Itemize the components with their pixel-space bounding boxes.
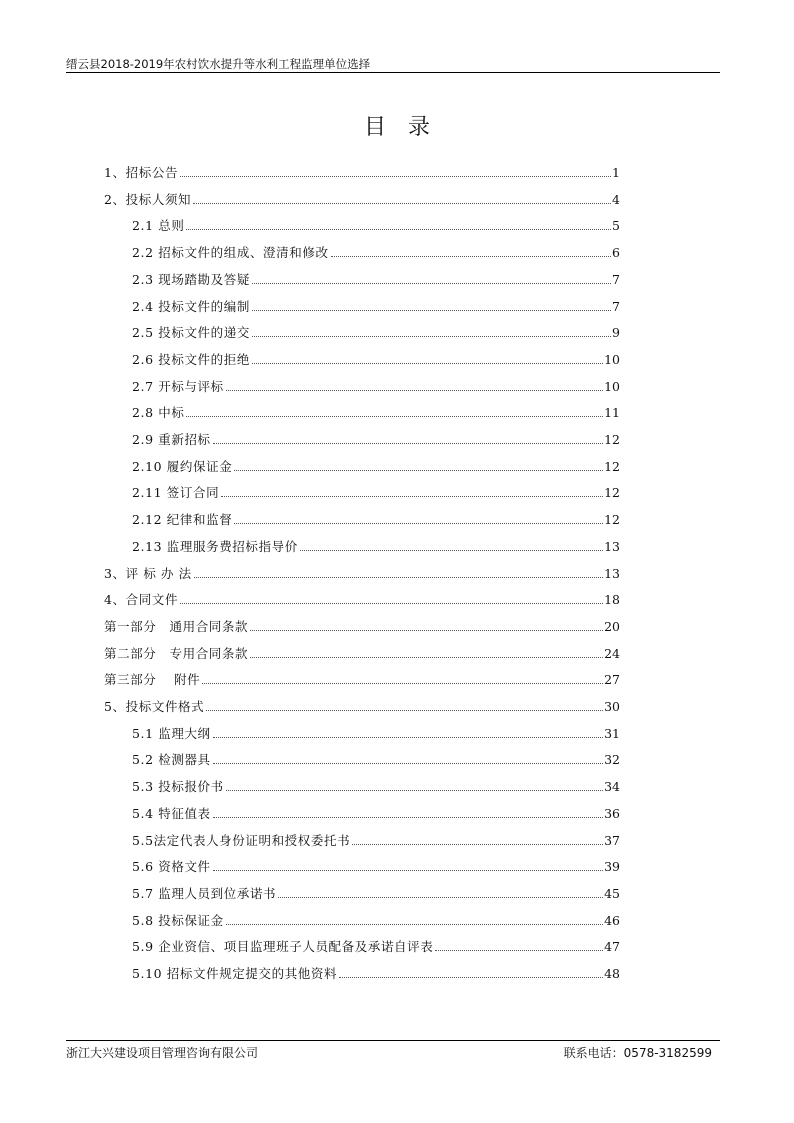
toc-entry-label: 2.4 投标文件的编制 [132,298,250,314]
toc-entry-label: 5.10 招标文件规定提交的其他资料 [132,966,338,981]
toc-entry-label: 3、评 标 办 法 [104,565,192,581]
toc-entry-page: 7 [612,271,620,287]
toc-entry-page: 5 [612,218,620,234]
toc-entry-label: 2.8 中标 [132,405,185,421]
toc-leader-dots [252,362,603,364]
toc-entry[interactable] [132,428,620,448]
toc-entry-label: 5.7 监理人员到位承诺书 [132,885,277,901]
toc-entry-label: 2.11 签订合同 [132,485,220,501]
toc-leader-dots [213,442,603,444]
toc-entry[interactable] [132,962,620,982]
toc-entry[interactable] [132,775,620,795]
toc-entry[interactable] [132,909,620,929]
toc-leader-dots [226,789,603,791]
toc-entry-label: 第三部分 附件 [104,672,201,688]
toc-entry-page: 13 [604,565,620,581]
footer-phone: 联系电话：0578-3182599 [563,1046,712,1060]
toc-entry-label: 5.3 投标报价书 [132,779,224,795]
toc-leader-dots [278,896,603,898]
toc-entry-label: 5.4 特征值表 [132,805,211,821]
toc-entry-label: 5、投标文件格式 [104,699,205,714]
toc-entry-label: 2.12 纪律和监督 [132,512,233,528]
toc-entry[interactable] [132,214,620,234]
page-header [66,58,720,73]
toc-entry[interactable] [104,615,620,635]
toc-entry-page: 12 [604,458,620,474]
toc-entry-page: 4 [612,191,620,207]
toc-entry[interactable] [132,348,620,368]
toc-leader-dots [252,309,611,311]
toc-leader-dots [300,549,603,551]
toc-leader-dots [213,869,603,871]
toc-entry[interactable] [132,241,620,261]
toc-entry-page: 24 [604,645,620,661]
toc-leader-dots [435,949,603,951]
toc-leader-dots [252,335,611,337]
toc-leader-dots [234,522,603,524]
toc-entry-page: 36 [604,805,620,821]
toc-entry-page: 45 [604,885,620,901]
toc-entry[interactable] [104,642,620,662]
toc-entry[interactable] [132,802,620,822]
toc-leader-dots [250,629,603,631]
toc-entry-label: 1、招标公告 [104,165,179,180]
toc-entry-page: 12 [604,485,620,501]
toc-entry[interactable] [132,882,620,902]
toc-entry-page: 6 [612,245,620,261]
toc-entry-label: 第一部分 通用合同条款 [104,618,249,634]
toc-leader-dots [194,576,603,578]
toc-entry-label: 2.13 监理服务费招标指导价 [132,538,298,554]
footer-company: 浙江大兴建设项目管理咨询有限公司 [66,1046,259,1060]
toc-entry[interactable] [132,855,620,875]
toc-entry-page: 1 [612,165,620,180]
toc-leader-dots [193,202,611,204]
toc-leader-dots [331,255,611,257]
toc-entry-label: 2.5 投标文件的递交 [132,325,250,341]
toc-leader-dots [213,736,603,738]
toc-leader-dots [180,602,603,604]
toc-entry-label: 第二部分 专用合同条款 [104,645,249,661]
toc-entry-page: 18 [604,592,620,608]
page-footer [66,1040,720,1061]
toc-entry[interactable] [104,562,620,582]
document-title: 目录 [363,115,452,140]
toc-leader-dots [234,469,603,471]
toc-entry-label: 4、合同文件 [104,592,179,608]
toc-entry-label: 2.2 招标文件的组成、澄清和修改 [132,245,329,261]
toc-leader-dots [252,282,611,284]
toc-entry-page: 47 [604,939,620,955]
toc-entry[interactable] [132,722,620,742]
toc-entry[interactable] [132,935,620,955]
toc-entry-page: 34 [604,779,620,795]
toc-entry[interactable] [104,188,620,208]
toc-entry[interactable] [132,535,620,555]
toc-entry-label: 5.9 企业资信、项目监理班子人员配备及承诺自评表 [132,939,434,955]
toc-leader-dots [186,415,603,417]
toc-entry-label: 5.8 投标保证金 [132,912,224,928]
toc-leader-dots [352,843,603,845]
toc-entry[interactable] [132,268,620,288]
toc-entry[interactable] [132,375,620,395]
toc-entry-label: 2.6 投标文件的拒绝 [132,351,250,367]
toc-entry-page: 10 [604,378,620,394]
toc-entry-page: 31 [604,725,620,741]
toc-entry[interactable] [104,161,620,181]
toc-entry[interactable] [132,829,620,849]
toc-entry-page: 13 [604,538,620,554]
toc-entry-page: 12 [604,512,620,528]
toc-leader-dots [186,228,611,230]
toc-entry-label: 2.1 总则 [132,218,185,234]
toc-entry[interactable] [132,401,620,421]
header-title: 缙云县2018-2019年农村饮水提升等水利工程监理单位选择 [66,57,371,71]
toc-entry-label: 2、投标人须知 [104,191,192,207]
toc-entry[interactable] [132,455,620,475]
toc-entry-label: 2.9 重新招标 [132,432,211,447]
toc-entry-page: 48 [604,966,620,981]
toc-entry-page: 10 [604,351,620,367]
toc-entry-page: 39 [604,859,620,875]
toc-entry-label: 2.10 履约保证金 [132,458,233,474]
toc-entry-page: 12 [604,432,620,447]
toc-leader-dots [180,175,611,177]
toc-entry[interactable] [104,668,620,688]
toc-entry[interactable] [132,748,620,768]
toc-entry-page: 37 [604,832,620,848]
toc-entry-label: 2.7 开标与评标 [132,378,224,394]
toc-entry[interactable] [132,321,620,341]
toc-entry-label: 2.3 现场踏勘及答疑 [132,271,250,287]
toc-entry-page: 9 [612,325,620,341]
toc-entry[interactable] [132,481,620,501]
toc-entry-page: 11 [604,405,620,421]
toc-leader-dots [213,762,603,764]
toc-leader-dots [226,389,603,391]
toc-entry[interactable] [104,695,620,715]
toc-entry-page: 20 [604,618,620,634]
toc-entry-page: 7 [612,298,620,314]
toc-entry-page: 27 [604,672,620,688]
toc-leader-dots [226,923,603,925]
toc-entry[interactable] [104,588,620,608]
toc-entry-label: 5.2 检测器具 [132,752,211,768]
toc-entry-label: 5.6 资格文件 [132,859,211,875]
toc-entry-page: 30 [604,699,620,714]
toc-leader-dots [213,816,603,818]
toc-leader-dots [250,656,603,658]
toc-entry-page: 46 [604,912,620,928]
toc-entry-label: 5.5法定代表人身份证明和授权委托书 [132,832,351,848]
toc-leader-dots [202,682,603,684]
toc-entry[interactable] [132,295,620,315]
toc-leader-dots [221,495,603,497]
toc-entry-page: 32 [604,752,620,768]
toc-entry-label: 5.1 监理大纲 [132,725,211,741]
toc-leader-dots [339,976,603,978]
toc-entry[interactable] [132,508,620,528]
toc-leader-dots [206,709,603,711]
